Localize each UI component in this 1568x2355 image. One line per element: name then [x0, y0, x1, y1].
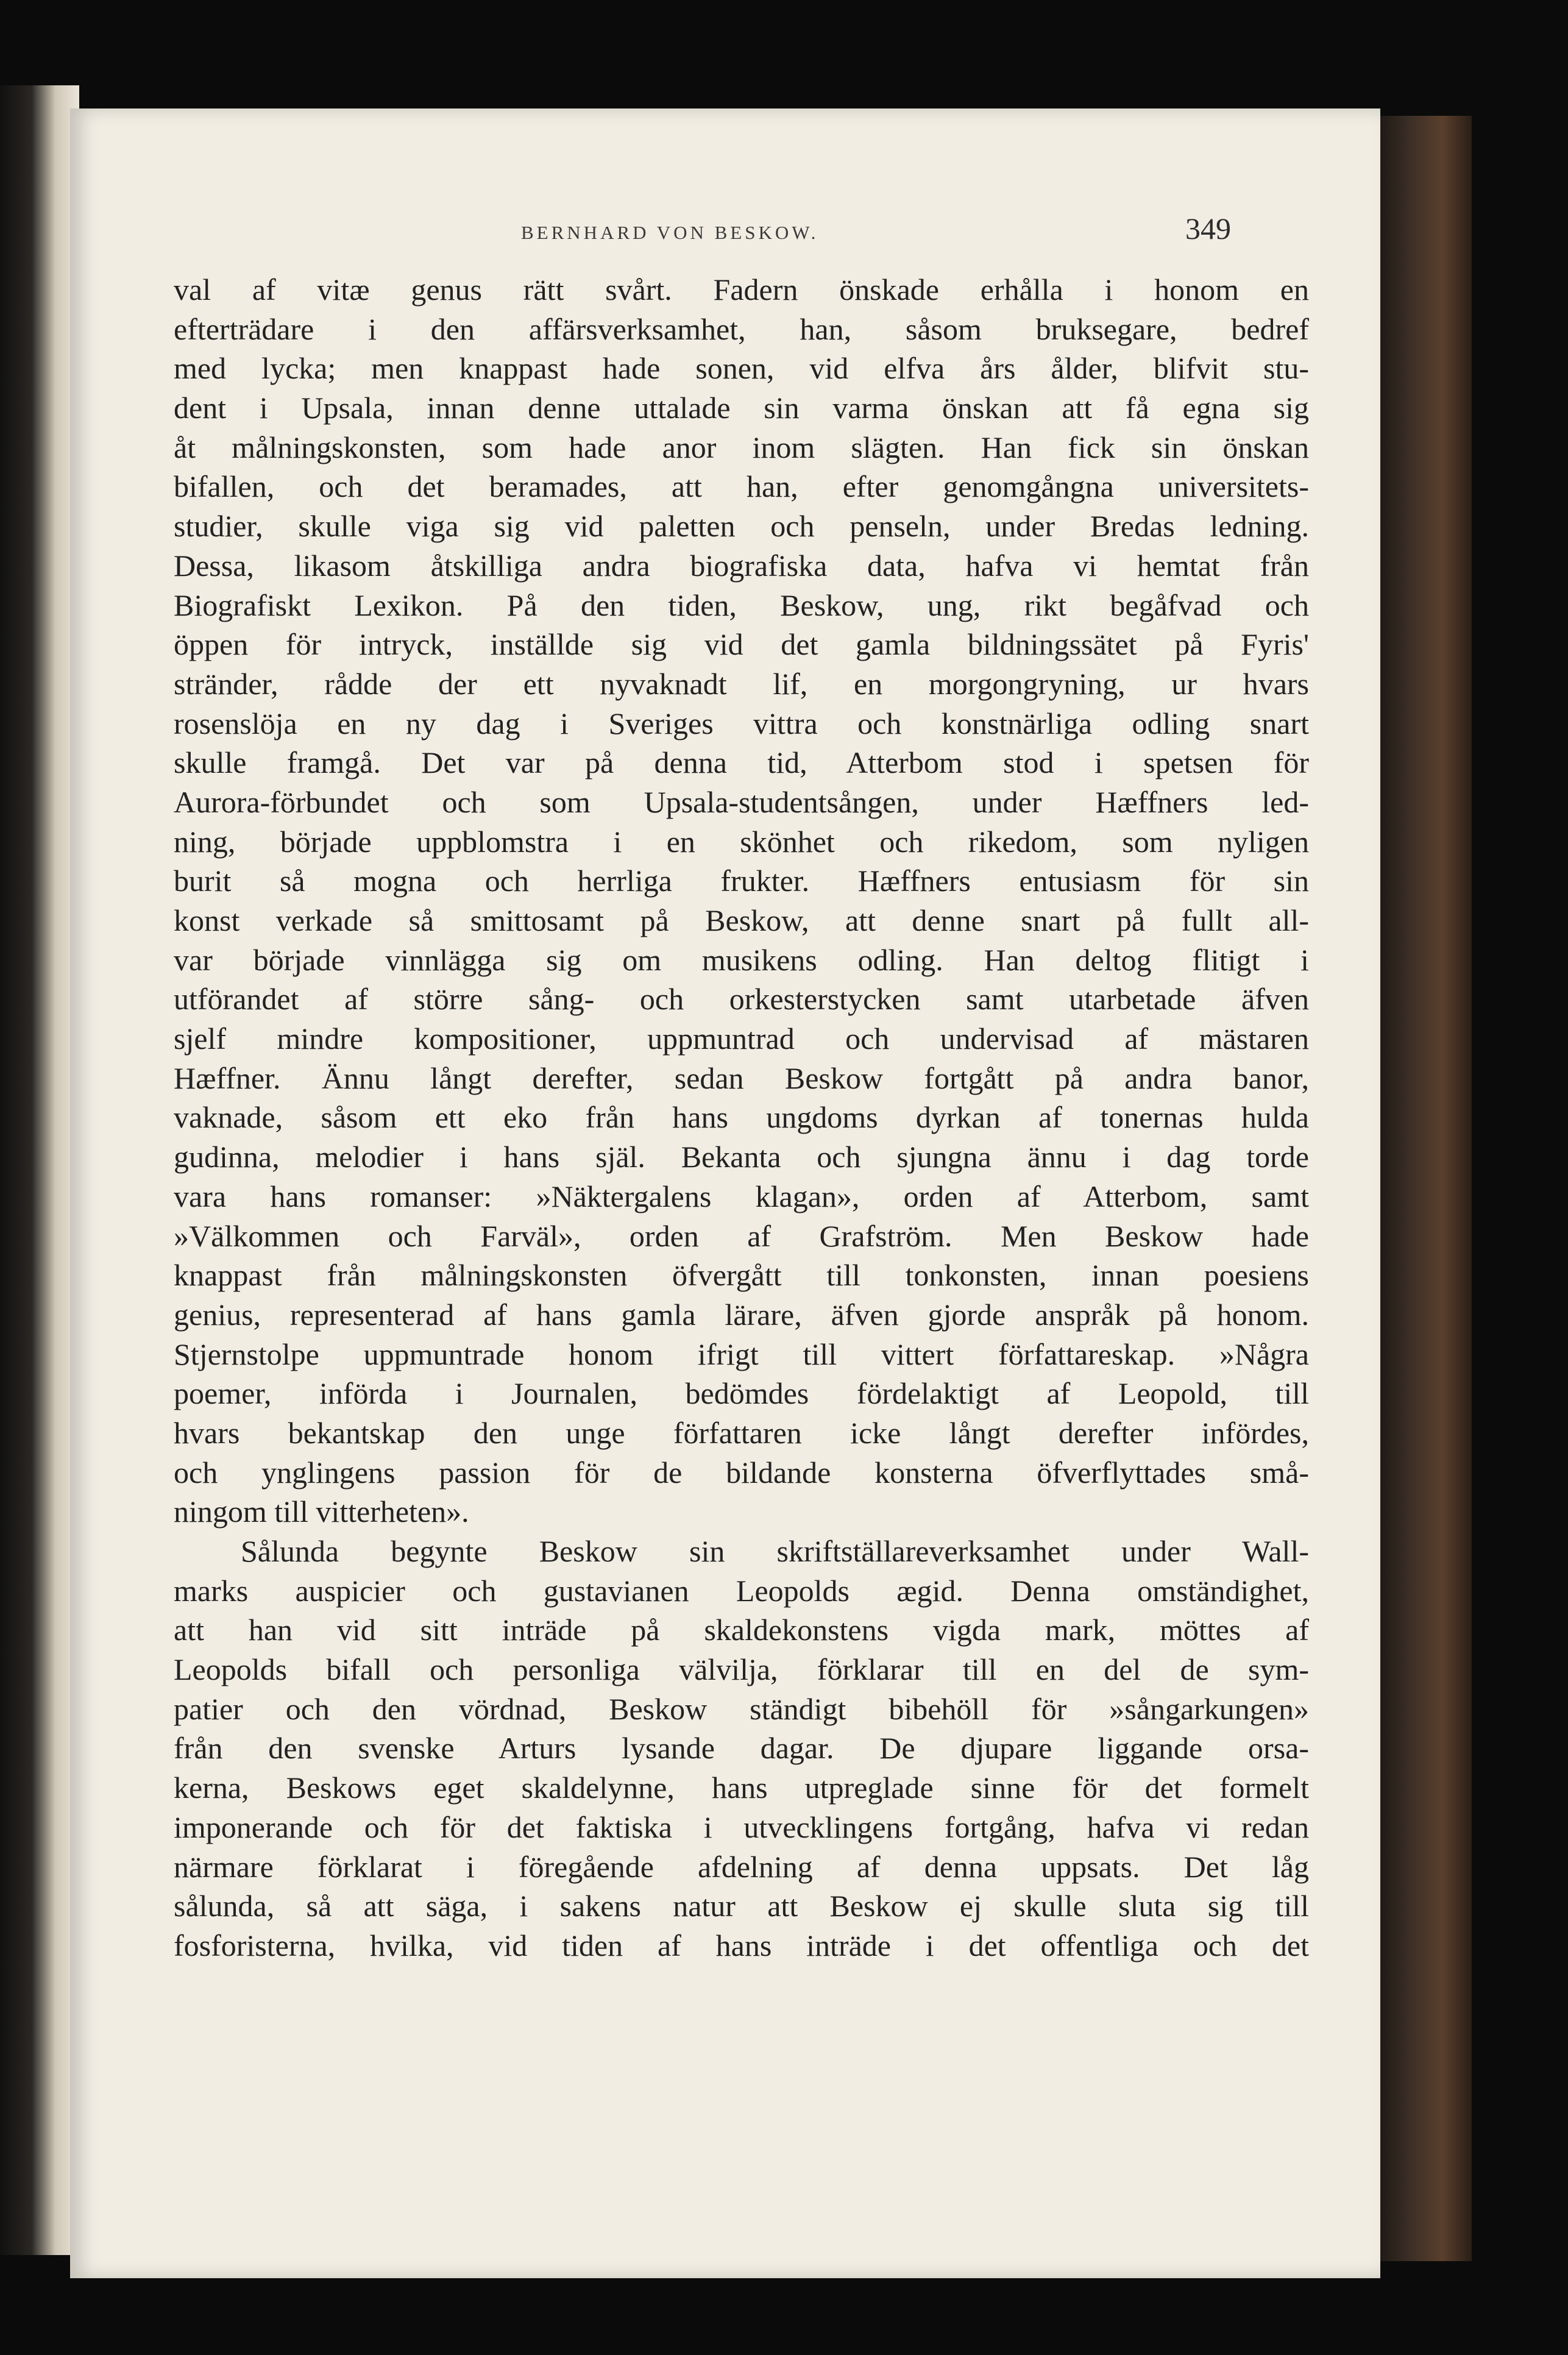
text-line: stränder, rådde der ett nyvaknadt lif, en morgongryning, ur hvars: [174, 666, 1309, 701]
body-text: [174, 270, 1309, 1966]
text-line: ningom till vitterheten».: [174, 1494, 469, 1529]
text-line: bifallen, och det beramades, att han, efter genomgångna universitets-: [174, 469, 1309, 504]
text-line: med lycka; men knappast hade sonen, vid elfva års ålder, blifvit stu-: [174, 351, 1309, 386]
page-number: 349: [1185, 211, 1231, 246]
text-line: Stjernstolpe uppmuntrade honom ifrigt till vittert författareskap. »Några: [174, 1337, 1309, 1371]
text-line: och ynglingens passion för de bildande konsterna öfverflyttades små-: [174, 1455, 1309, 1490]
text-line: Hæffner. Ännu långt derefter, sedan Beskow fortgått på andra banor,: [174, 1060, 1309, 1095]
book-binding-right: [1374, 116, 1472, 2261]
text-line: rosenslöja en ny dag i Sveriges vittra och konstnärliga odling snart: [174, 706, 1309, 741]
text-line: från den svenske Arturs lysande dagar. De djupare liggande orsa-: [174, 1731, 1309, 1766]
text-line: kerna, Beskows eget skaldelynne, hans utpreglade sinne för det formelt: [174, 1771, 1309, 1805]
text-line: gudinna, melodier i hans själ. Bekanta och sjungna ännu i dag torde: [174, 1140, 1309, 1174]
text-line: utförandet af större sång- och orkesterstycken samt utarbetade äfven: [174, 982, 1309, 1017]
text-line: sålunda, så att säga, i sakens natur att Beskow ej skulle sluta sig till: [174, 1889, 1309, 1923]
book-binding-left: [0, 85, 79, 2255]
text-line: marks auspicier och gustavianen Leopolds ægid. Denna omständighet,: [174, 1573, 1309, 1608]
text-line: fosforisterna, hvilka, vid tiden af hans inträde i det offentliga och det: [174, 1928, 1309, 1962]
text-line: »Välkommen och Farväl», orden af Grafström. Men Beskow hade: [174, 1218, 1309, 1253]
text-line: åt målningskonsten, som hade anor inom slägten. Han fick sin önskan: [174, 430, 1309, 464]
text-line: Leopolds bifall och personliga välvilja, förklarar till en del de sym-: [174, 1652, 1309, 1687]
text-line: närmare förklarat i föregående afdelning af denna uppsats. Det låg: [174, 1849, 1309, 1884]
text-line: Dessa, likasom åtskilliga andra biografiska data, hafva vi hemtat från: [174, 548, 1309, 583]
paragraph-start-line: Sålunda begynte Beskow sin skriftställareverksamhet under Wall-: [241, 1534, 1309, 1568]
text-line: hvars bekantskap den unge författaren icke långt derefter infördes,: [174, 1415, 1309, 1450]
book-page: [70, 108, 1380, 2278]
text-line: patier och den vördnad, Beskow ständigt bibehöll för »sångarkungen»: [174, 1691, 1309, 1726]
text-line: öppen för intryck, inställde sig vid det gamla bildningssätet på Fyris': [174, 627, 1309, 662]
running-title: BERNHARD VON BESKOW.: [521, 222, 819, 243]
text-line: skulle framgå. Det var på denna tid, Atterbom stod i spetsen för: [174, 745, 1309, 780]
text-line: vara hans romanser: »Näktergalens klagan», orden af Atterbom, samt: [174, 1179, 1309, 1213]
running-head: [70, 211, 1380, 260]
text-line: burit så mogna och herrliga frukter. Hæffners entusiasm för sin: [174, 864, 1309, 898]
text-line: var började vinnlägga sig om musikens odling. Han deltog flitigt i: [174, 942, 1309, 977]
text-line: efterträdare i den affärsverksamhet, han, såsom bruksegare, bedref: [174, 311, 1309, 346]
text-line: att han vid sitt inträde på skaldekonstens vigda mark, möttes af: [174, 1613, 1309, 1647]
text-line: knappast från målningskonsten öfvergått till tonkonsten, innan poesiens: [174, 1258, 1309, 1293]
text-line: val af vitæ genus rätt svårt. Fadern önskade erhålla i honom en: [174, 272, 1309, 307]
text-line: dent i Upsala, innan denne uttalade sin varma önskan att få egna sig: [174, 391, 1309, 425]
text-line: konst verkade så smittosamt på Beskow, att denne snart på fullt all-: [174, 903, 1309, 937]
text-line: sjelf mindre kompositioner, uppmuntrad och undervisad af mästaren: [174, 1021, 1309, 1056]
text-line: Aurora-förbundet och som Upsala-studentsången, under Hæffners led-: [174, 784, 1309, 819]
text-line: Biografiskt Lexikon. På den tiden, Beskow, ung, rikt begåfvad och: [174, 588, 1309, 622]
text-line: ning, började uppblomstra i en skönhet och rikedom, som nyligen: [174, 824, 1309, 859]
text-line: genius, representerad af hans gamla lärare, äfven gjorde anspråk på honom.: [174, 1297, 1309, 1332]
text-line: poemer, införda i Journalen, bedömdes fördelaktigt af Leopold, till: [174, 1376, 1309, 1411]
text-line: imponerande och för det faktiska i utvecklingens fortgång, hafva vi redan: [174, 1810, 1309, 1844]
text-line: studier, skulle viga sig vid paletten och penseln, under Bredas ledning.: [174, 509, 1309, 544]
text-line: vaknade, såsom ett eko från hans ungdoms dyrkan af tonernas hulda: [174, 1100, 1309, 1135]
